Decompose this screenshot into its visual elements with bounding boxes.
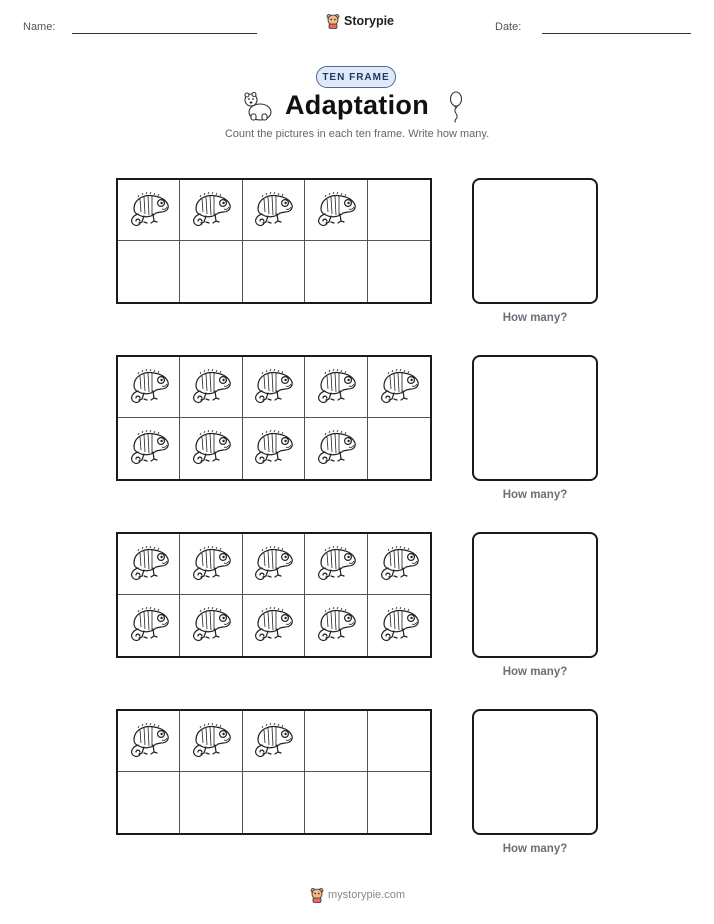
ten-frame-cell <box>243 595 305 656</box>
ten-frame-cell <box>243 711 305 772</box>
chameleon-icon <box>250 541 296 588</box>
ten-frame-cell <box>180 534 242 595</box>
chameleon-icon <box>250 187 296 234</box>
ten-frame-cell <box>118 418 180 479</box>
how-many-label-4: How many? <box>502 843 568 855</box>
chameleon-icon <box>126 718 172 765</box>
ten-frame-cell <box>180 711 242 772</box>
chameleon-icon <box>188 364 234 411</box>
ten-frame-cell <box>243 357 305 418</box>
balloon-icon <box>446 91 466 123</box>
ten-frame-cell <box>180 180 242 241</box>
chameleon-icon <box>376 364 422 411</box>
ten-frame-cell <box>368 711 430 772</box>
ten-frame-cell <box>305 180 367 241</box>
chameleon-icon <box>126 364 172 411</box>
answer-box-3[interactable] <box>472 532 598 658</box>
chameleon-icon <box>188 718 234 765</box>
ten-frame-cell <box>305 534 367 595</box>
answer-box-4[interactable] <box>472 709 598 835</box>
ten-frame-cell <box>180 595 242 656</box>
brand-logo <box>326 13 394 29</box>
ten-frame-cell <box>243 534 305 595</box>
ten-frame-4 <box>116 709 432 835</box>
how-many-label-3: How many? <box>502 666 568 678</box>
storypie-mascot-icon <box>326 13 340 29</box>
ten-frame-cell <box>118 711 180 772</box>
ten-frame-cell <box>368 595 430 656</box>
ten-frame-cell <box>118 595 180 656</box>
chameleon-icon <box>376 541 422 588</box>
how-many-label-1: How many? <box>502 312 568 324</box>
storypie-mascot-icon <box>310 887 324 903</box>
brand-name: Storypie <box>344 14 395 28</box>
ten-frame-cell <box>118 180 180 241</box>
ten-frame-cell <box>368 357 430 418</box>
date-label: Date: <box>495 21 522 33</box>
ten-frame-cell <box>243 180 305 241</box>
ten-frame-badge: TEN FRAME <box>316 66 396 88</box>
footer <box>310 887 405 903</box>
answer-box-1[interactable] <box>472 178 598 304</box>
chameleon-icon <box>126 425 172 472</box>
chameleon-icon <box>188 602 234 649</box>
ten-frame-1 <box>116 178 432 304</box>
ten-frame-cell <box>305 595 367 656</box>
ten-frame-cell <box>118 357 180 418</box>
ten-frame-cell <box>305 357 367 418</box>
ten-frame-cell <box>243 418 305 479</box>
chameleon-icon <box>376 602 422 649</box>
chameleon-icon <box>313 541 359 588</box>
ten-frame-cell <box>305 241 367 302</box>
ten-frame-cell <box>118 772 180 833</box>
ten-frame-cell <box>368 241 430 302</box>
ten-frame-cell <box>118 534 180 595</box>
ten-frame-2 <box>116 355 432 481</box>
chameleon-icon <box>250 364 296 411</box>
ten-frame-cell <box>180 772 242 833</box>
date-line[interactable] <box>542 33 691 34</box>
chameleon-icon <box>126 187 172 234</box>
ten-frame-cell <box>180 357 242 418</box>
chameleon-icon <box>188 187 234 234</box>
name-line[interactable] <box>72 33 257 34</box>
ten-frame-cell <box>305 772 367 833</box>
footer-url[interactable]: mystorypie.com <box>328 889 406 901</box>
chameleon-icon <box>126 541 172 588</box>
ten-frame-cell <box>368 418 430 479</box>
page-title: Adaptation <box>285 90 429 120</box>
answer-box-2[interactable] <box>472 355 598 481</box>
ten-frame-cell <box>305 418 367 479</box>
ten-frame-3 <box>116 532 432 658</box>
name-label: Name: <box>23 21 56 33</box>
instructions: Count the pictures in each ten frame. Write how many. <box>224 128 490 140</box>
chameleon-icon <box>313 187 359 234</box>
chameleon-icon <box>126 602 172 649</box>
chameleon-icon <box>188 425 234 472</box>
chameleon-icon <box>250 602 296 649</box>
ten-frame-cell <box>180 418 242 479</box>
chameleon-icon <box>313 425 359 472</box>
ten-frame-cell <box>368 534 430 595</box>
chameleon-icon <box>250 425 296 472</box>
ten-frame-cell <box>368 180 430 241</box>
ten-frame-cell <box>243 772 305 833</box>
chameleon-icon <box>313 602 359 649</box>
ten-frame-cell <box>305 711 367 772</box>
ten-frame-cell <box>118 241 180 302</box>
chameleon-icon <box>188 541 234 588</box>
chameleon-icon <box>313 364 359 411</box>
how-many-label-2: How many? <box>502 489 568 501</box>
chameleon-icon <box>250 718 296 765</box>
ten-frame-cell <box>243 241 305 302</box>
ten-frame-cell <box>368 772 430 833</box>
ten-frame-cell <box>180 241 242 302</box>
